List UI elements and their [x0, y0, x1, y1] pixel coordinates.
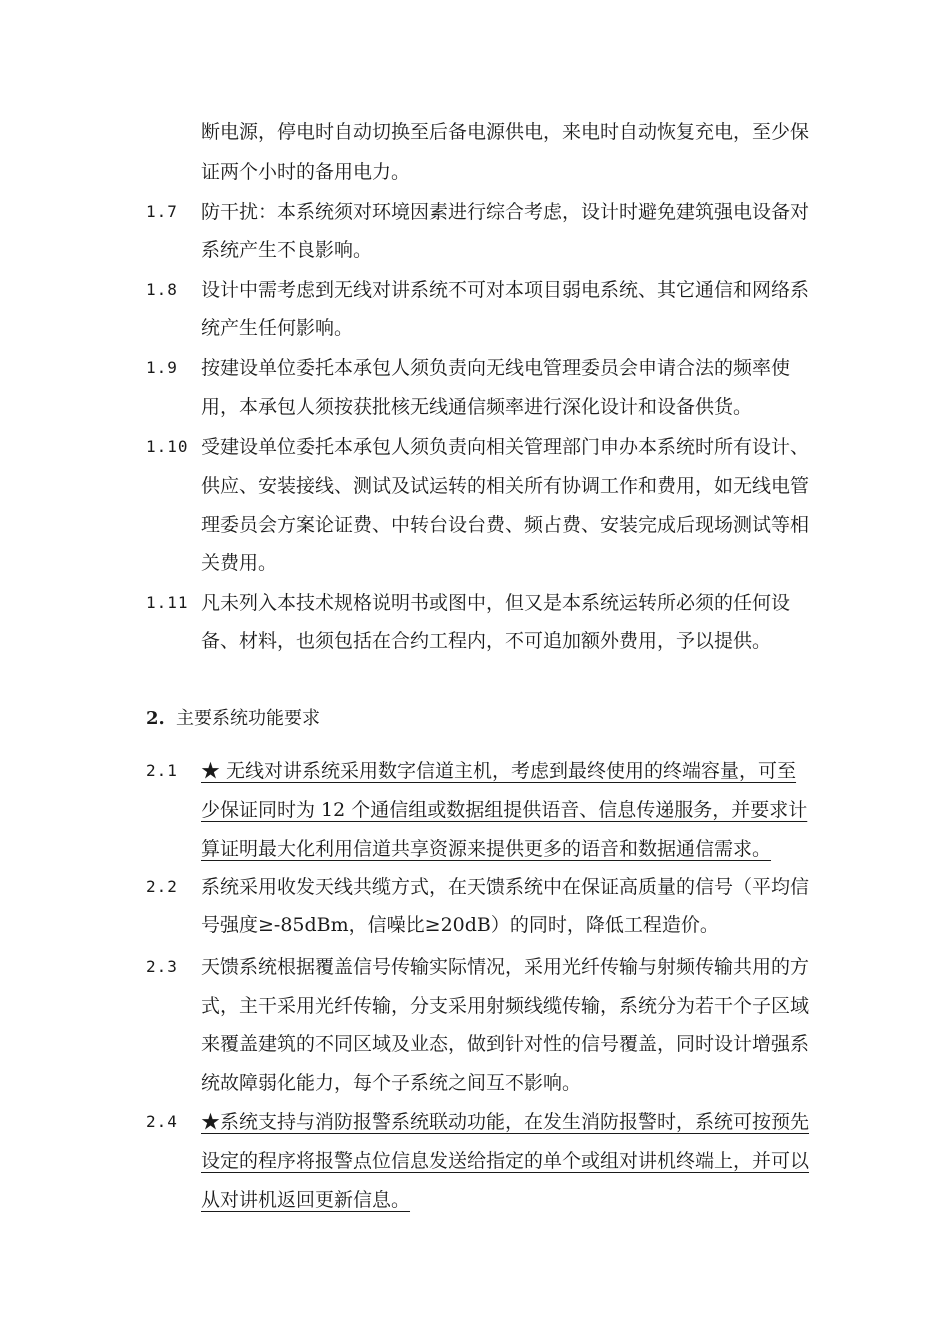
item-number: 2.2 [146, 877, 178, 896]
item-number: 2.1 [146, 761, 178, 780]
paragraph-line: 系统产生不良影响。 [201, 239, 373, 261]
paragraph-line: 设计中需考虑到无线对讲系统不可对本项目弱电系统、其它通信和网络系 [201, 279, 810, 301]
item-number: 1.11 [146, 593, 189, 612]
paragraph-line: 系统采用收发天线共缆方式，在天馈系统中在保证高质量的信号（平均信 [201, 876, 810, 898]
paragraph-line: 设定的程序将报警点位信息发送给指定的单个或组对讲机终端上，并可以 [201, 1150, 810, 1172]
paragraph-line: 统产生任何影响。 [201, 317, 354, 339]
paragraph-line: 式，主干采用光纤传输，分支采用射频线缆传输，系统分为若干个子区域 [201, 995, 810, 1017]
paragraph-line: 受建设单位委托本承包人须负责向相关管理部门申办本系统时所有设计、 [201, 436, 810, 458]
paragraph-line: 关费用。 [201, 552, 278, 574]
section-title: 主要系统功能要求 [176, 708, 320, 729]
paragraph-line: 少保证同时为 12 个通信组或数据组提供语音、信息传递服务，并要求计 [201, 799, 808, 821]
paragraph-line: 防干扰：本系统须对环境因素进行综合考虑，设计时避免建筑强电设备对 [201, 201, 810, 223]
paragraph-line: 统故障弱化能力，每个子系统之间互不影响。 [201, 1072, 582, 1094]
paragraph-line: 按建设单位委托本承包人须负责向无线电管理委员会申请合法的频率使 [201, 357, 791, 379]
paragraph-line: 证两个小时的备用电力。 [201, 161, 411, 183]
paragraph-line: 凡未列入本技术规格说明书或图中，但又是本系统运转所必须的任何设 [201, 592, 791, 614]
item-number: 1.7 [146, 202, 178, 221]
item-number: 1.9 [146, 358, 178, 377]
paragraph-line: 备、材料，也须包括在合约工程内，不可追加额外费用，予以提供。 [201, 630, 772, 652]
item-number: 2.4 [146, 1112, 178, 1131]
paragraph-line: 号强度≥-85dBm，信噪比≥20dB）的同时，降低工程造价。 [201, 914, 719, 936]
paragraph-line: 从对讲机返回更新信息。 [201, 1189, 411, 1211]
paragraph-line: 用，本承包人须按获批核无线通信频率进行深化设计和设备供货。 [201, 396, 753, 418]
item-number: 1.10 [146, 437, 189, 456]
paragraph-line: ★系统支持与消防报警系统联动功能，在发生消防报警时，系统可按预先 [201, 1111, 810, 1133]
section-number: 2. [146, 708, 165, 729]
paragraph-line: 天馈系统根据覆盖信号传输实际情况，采用光纤传输与射频传输共用的方 [201, 956, 810, 978]
paragraph-line: 算证明最大化利用信道共享资源来提供更多的语音和数据通信需求。 [201, 838, 772, 860]
paragraph-line: 理委员会方案论证费、中转台设台费、频占费、安装完成后现场测试等相 [201, 514, 810, 536]
item-number: 2.3 [146, 957, 178, 976]
paragraph-line: 供应、安装接线、测试及试运转的相关所有协调工作和费用，如无线电管 [201, 475, 810, 497]
item-number: 1.8 [146, 280, 178, 299]
paragraph-line: ★ 无线对讲系统采用数字信道主机，考虑到最终使用的终端容量，可至 [201, 760, 797, 782]
paragraph-line: 来覆盖建筑的不同区域及业态，做到针对性的信号覆盖，同时设计增强系 [201, 1033, 810, 1055]
paragraph-line: 断电源，停电时自动切换至后备电源供电，来电时自动恢复充电，至少保 [201, 121, 810, 143]
